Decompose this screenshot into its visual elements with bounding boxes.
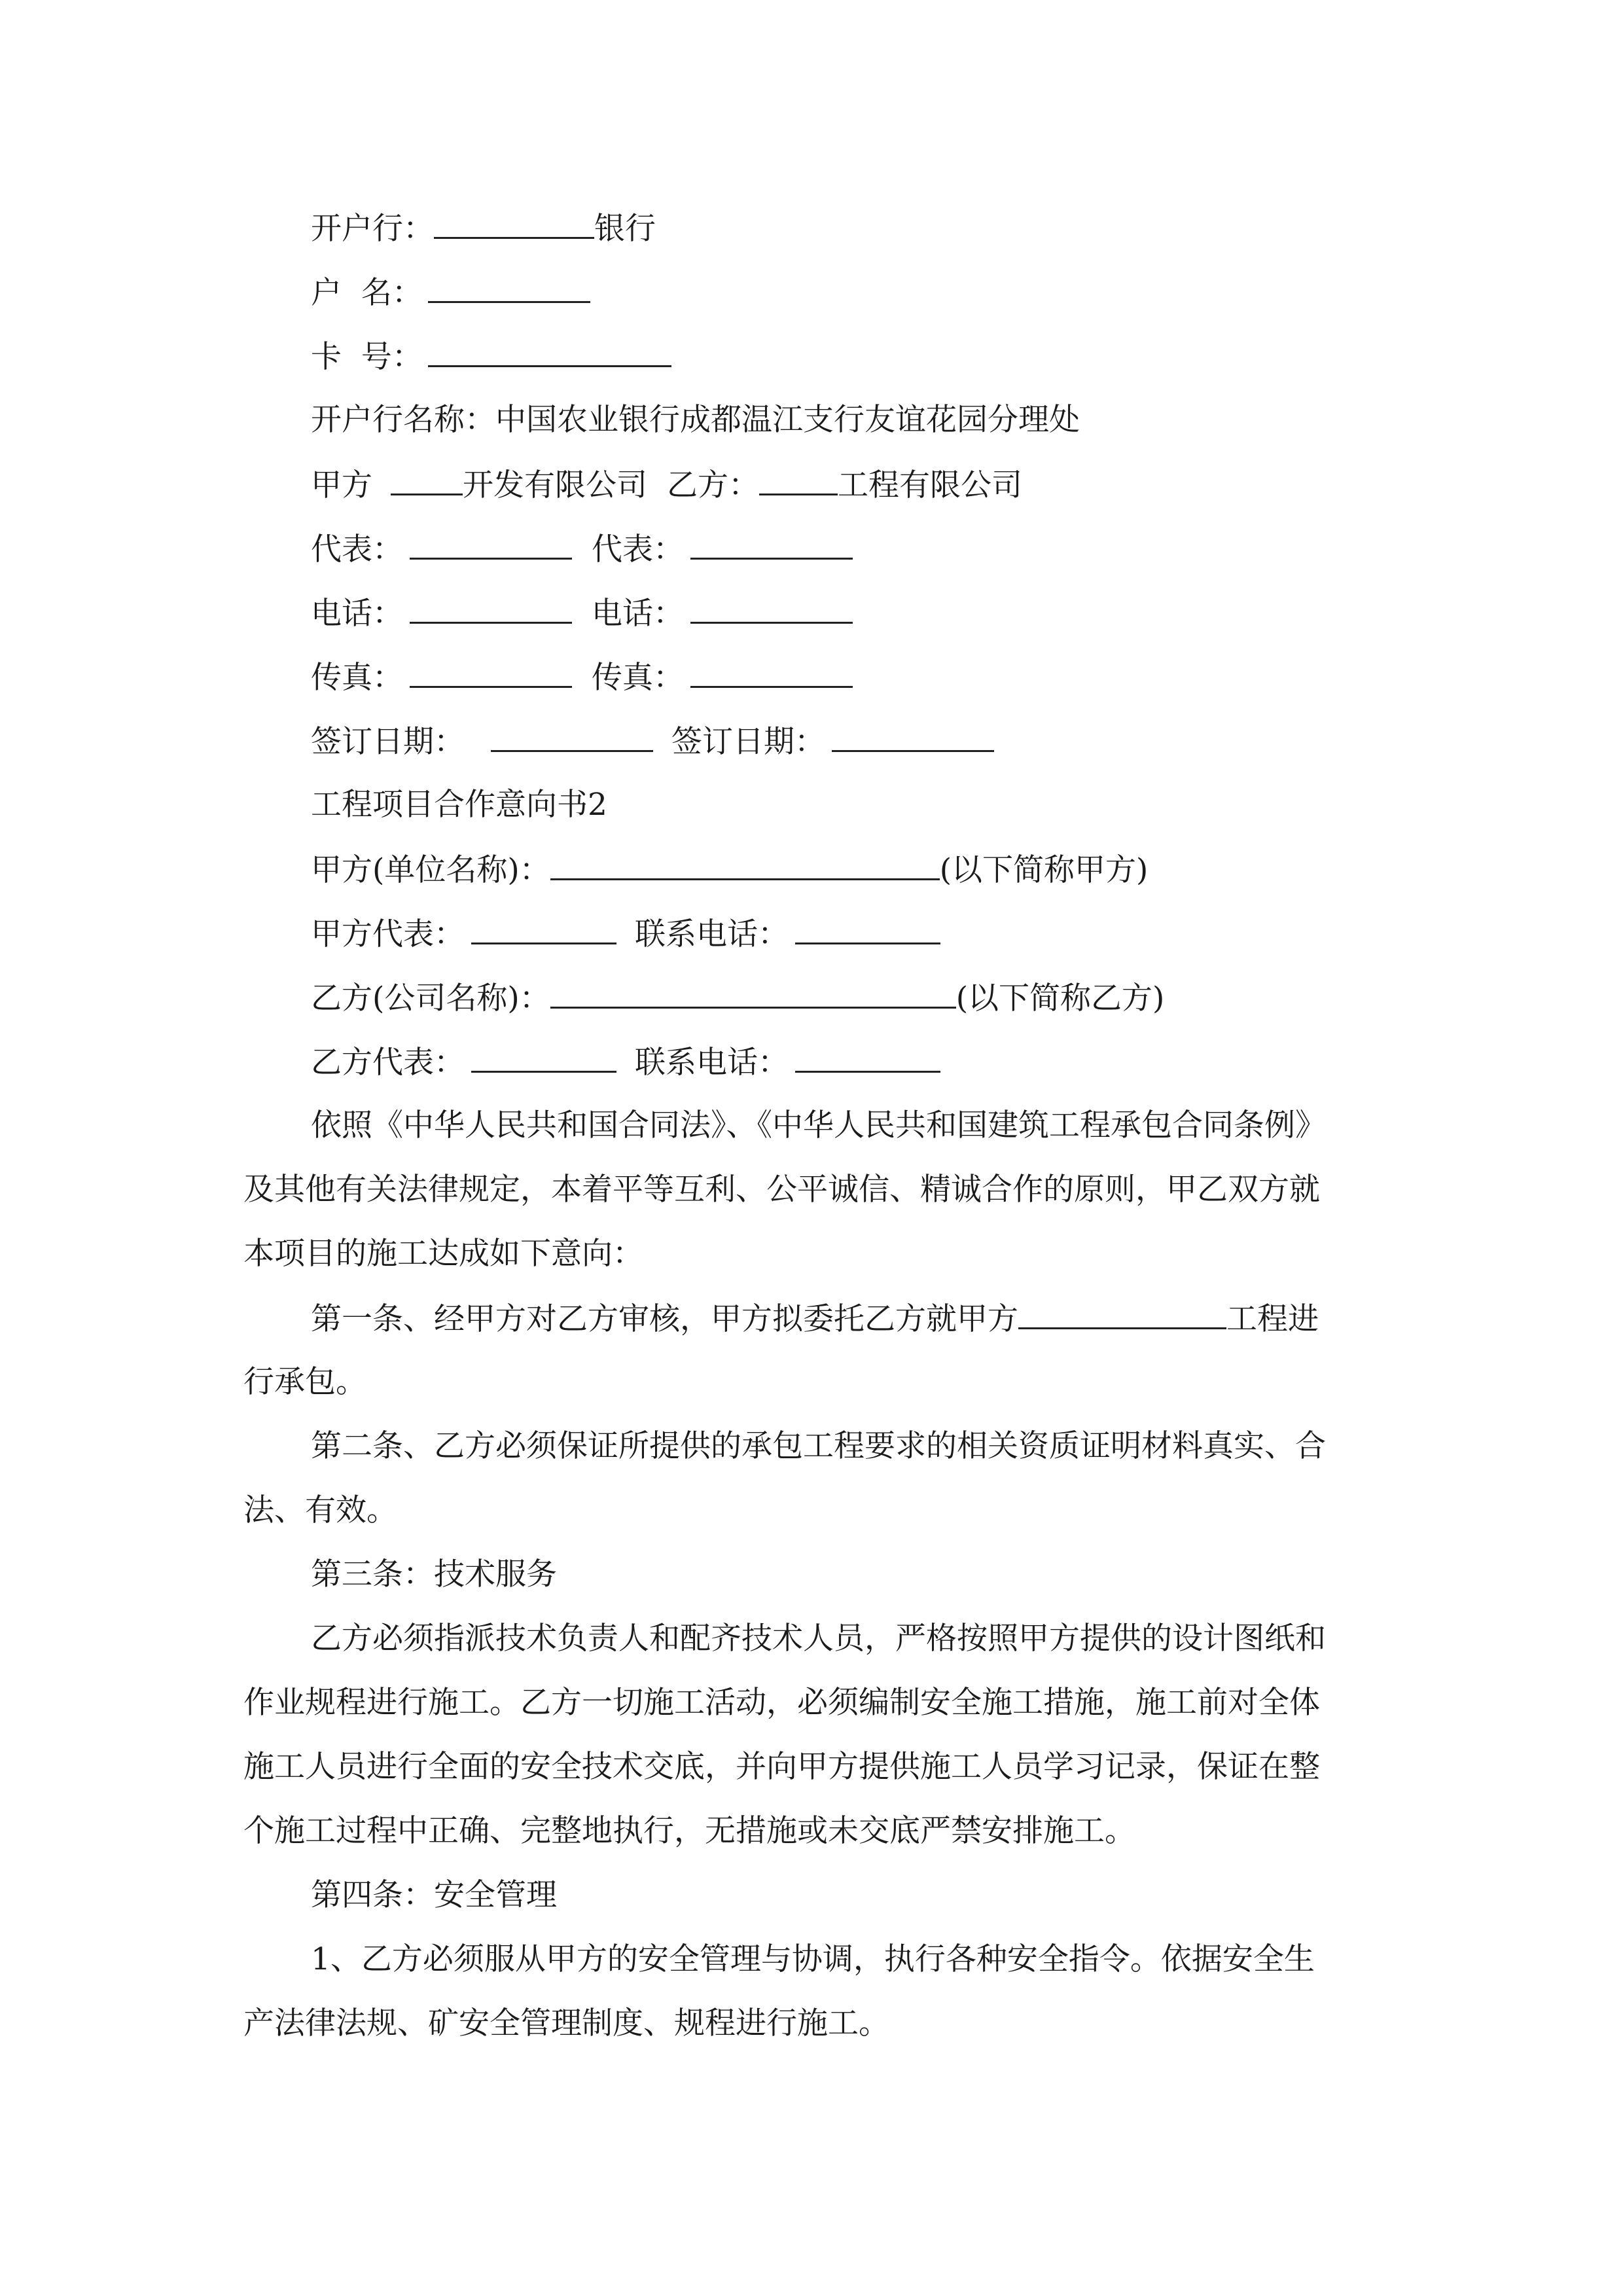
b-contact-blank[interactable] <box>795 1042 940 1073</box>
b-company-suffix: (以下简称乙方) <box>955 980 1165 1016</box>
art4-line-1: 1、乙方必须服从甲方的安全管理与协调，执行各种安全指令。依据安全生 <box>311 1941 1315 1977</box>
art3-line-3: 施工人员进行全面的安全技术交底，并向甲方提供施工人员学习记录，保证在整 <box>243 1749 1320 1785</box>
fax-blank-b[interactable] <box>690 657 853 688</box>
sign-date-blank-b[interactable] <box>832 721 994 752</box>
party-b-blank[interactable] <box>759 465 838 495</box>
fax-label-a: 传真： <box>311 660 403 696</box>
card-no-label: 卡 号： <box>311 339 423 375</box>
phone-blank-a[interactable] <box>410 593 572 624</box>
art2-line-1: 第二条、乙方必须保证所提供的承包工程要求的相关资质证明材料真实、合 <box>311 1428 1326 1464</box>
art3-line-1: 乙方必须指派技术负责人和配齐技术人员，严格按照甲方提供的设计图纸和 <box>311 1621 1326 1657</box>
a-rep-label: 甲方代表： <box>311 916 465 952</box>
parties-line <box>311 465 1022 505</box>
doc2-title: 工程项目合作意向书2 <box>311 787 607 823</box>
party-a-suffix: 开发有限公司 <box>463 467 647 503</box>
fax-line <box>311 657 853 698</box>
bank-label: 开户行： <box>311 211 434 247</box>
phone-label-a: 电话： <box>311 596 403 632</box>
art4-title: 第四条：安全管理 <box>311 1877 557 1913</box>
a-contact-blank[interactable] <box>795 914 940 944</box>
phone-blank-b[interactable] <box>690 593 853 624</box>
b-rep-blank[interactable] <box>471 1042 616 1073</box>
rep-label-a: 代表： <box>311 531 403 567</box>
b-rep-label: 乙方代表： <box>311 1045 465 1081</box>
art1-line-1 <box>311 1299 1319 1339</box>
card-no-line <box>311 336 671 377</box>
account-name-blank[interactable] <box>428 272 590 303</box>
art3-title: 第三条：技术服务 <box>311 1556 557 1592</box>
a-unit-line <box>311 850 1148 890</box>
rep-label-b: 代表： <box>592 531 684 567</box>
rep-blank-b[interactable] <box>690 529 853 560</box>
a-unit-suffix: (以下简称甲方) <box>939 852 1149 888</box>
fax-label-b: 传真： <box>592 660 684 696</box>
card-no-blank[interactable] <box>428 336 671 367</box>
art3-line-2: 作业规程进行施工。乙方一切施工活动，必须编制安全施工措施，施工前对全体 <box>243 1685 1320 1721</box>
b-company-label: 乙方(公司名称)： <box>311 980 550 1016</box>
art1-project-blank[interactable] <box>1018 1299 1226 1329</box>
sign-date-label-b: 签订日期： <box>671 724 825 760</box>
art1-text-b: 工程进 <box>1226 1301 1319 1337</box>
p1-line-3: 本项目的施工达成如下意向： <box>243 1236 643 1272</box>
account-name-label: 户 名： <box>311 275 423 311</box>
bank-line <box>311 208 656 249</box>
art1-line-2: 行承包。 <box>243 1364 366 1400</box>
art2-line-2: 法、有效。 <box>243 1492 397 1528</box>
phone-label-b: 电话： <box>592 596 684 632</box>
art1-text-a: 第一条、经甲方对乙方审核，甲方拟委托乙方就甲方 <box>311 1301 1018 1337</box>
a-contact-label: 联系电话： <box>635 916 789 952</box>
sign-date-blank-a[interactable] <box>491 721 653 752</box>
a-unit-label: 甲方(单位名称)： <box>311 852 550 888</box>
fax-blank-a[interactable] <box>410 657 572 688</box>
a-rep-line <box>311 914 940 954</box>
b-contact-label: 联系电话： <box>635 1045 789 1081</box>
party-a-label: 甲方 <box>311 467 372 503</box>
a-unit-blank[interactable] <box>550 850 940 880</box>
rep-blank-a[interactable] <box>410 529 572 560</box>
art3-line-4: 个施工过程中正确、完整地执行，无措施或未交底严禁安排施工。 <box>243 1813 1135 1849</box>
art4-line-2: 产法律法规、矿安全管理制度、规程进行施工。 <box>243 2005 889 2041</box>
sign-date-label-a: 签订日期： <box>311 724 465 760</box>
sign-date-line <box>311 721 994 762</box>
rep-line <box>311 529 853 569</box>
b-company-blank[interactable] <box>550 978 956 1009</box>
bank-name-line: 开户行名称：中国农业银行成都温江支行友谊花园分理处 <box>311 402 1080 438</box>
bank-suffix: 银行 <box>594 211 656 247</box>
p1-line-2: 及其他有关法律规定，本着平等互利、公平诚信、精诚合作的原则，甲乙双方就 <box>243 1172 1320 1208</box>
party-b-suffix: 工程有限公司 <box>838 467 1022 503</box>
b-rep-line <box>311 1042 940 1083</box>
party-a-blank[interactable] <box>391 465 463 495</box>
phone-line <box>311 593 853 634</box>
p1-line-1: 依照《中华人民共和国合同法》、《中华人民共和国建筑工程承包合同条例》 <box>311 1107 1326 1143</box>
account-name-line <box>311 272 590 313</box>
a-rep-blank[interactable] <box>471 914 616 944</box>
party-b-label: 乙方： <box>667 467 759 503</box>
bank-blank[interactable] <box>434 208 594 239</box>
b-company-line <box>311 978 1164 1018</box>
